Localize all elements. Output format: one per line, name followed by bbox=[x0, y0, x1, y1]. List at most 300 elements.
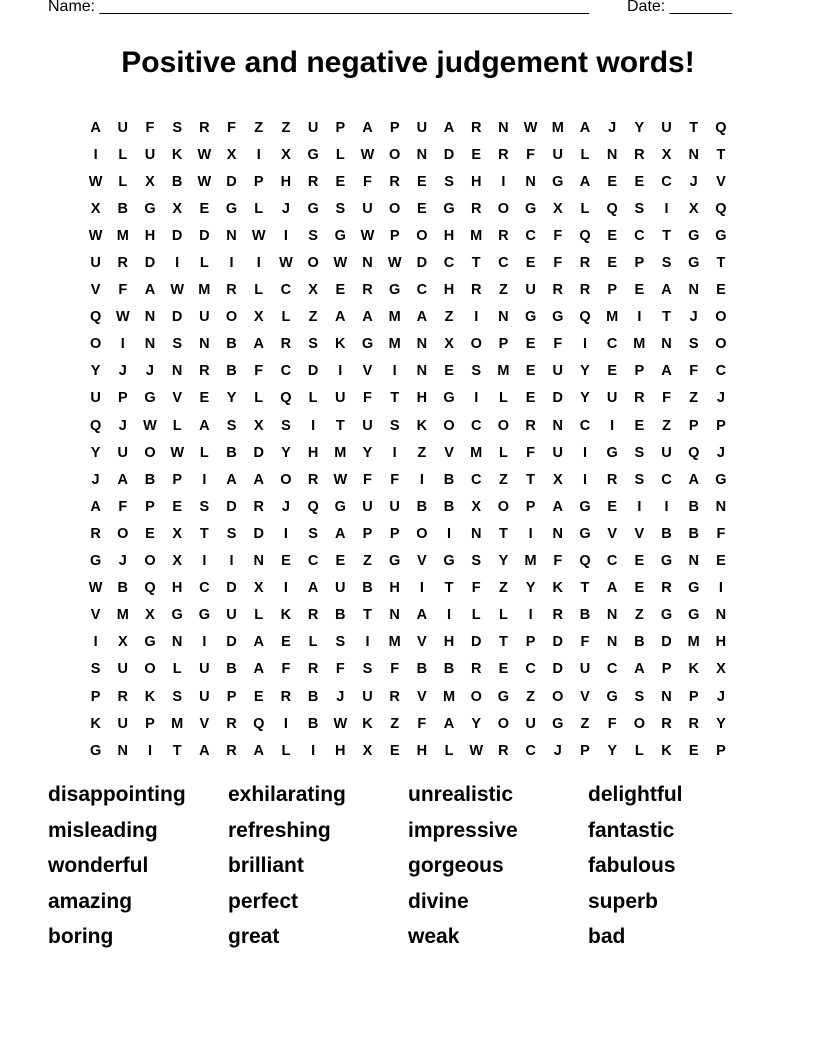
grid-letter: G bbox=[89, 742, 102, 759]
grid-letter: X bbox=[145, 173, 155, 190]
grid-letter: W bbox=[387, 255, 402, 272]
grid-letter: A bbox=[634, 661, 645, 678]
grid-letter: A bbox=[117, 471, 129, 488]
grid-letter: I bbox=[664, 200, 669, 217]
grid-letter: P bbox=[607, 282, 617, 299]
grid-letter: S bbox=[308, 525, 318, 542]
grid-letter: T bbox=[471, 255, 481, 272]
grid-letter: R bbox=[280, 336, 292, 353]
word-list bbox=[48, 780, 768, 958]
grid-letter: X bbox=[716, 661, 726, 678]
grid-letter: N bbox=[117, 742, 129, 759]
grid-letter: A bbox=[416, 607, 428, 624]
grid-letter: Z bbox=[444, 309, 454, 326]
grid-letter: W bbox=[360, 227, 375, 244]
grid-letter: G bbox=[606, 444, 618, 461]
grid-letter: Q bbox=[280, 390, 292, 407]
grid-letter: N bbox=[715, 498, 727, 515]
grid-letter: J bbox=[118, 417, 127, 434]
grid-letter: P bbox=[389, 525, 400, 542]
grid-letter: E bbox=[417, 200, 427, 217]
grid-letter: C bbox=[470, 417, 482, 434]
grid-row bbox=[82, 575, 738, 602]
grid-letter: F bbox=[145, 119, 155, 136]
grid-letter: I bbox=[419, 580, 424, 597]
grid-letter: Y bbox=[362, 444, 373, 461]
grid-letter: B bbox=[335, 607, 346, 624]
grid-letter: T bbox=[363, 607, 372, 624]
word-list-item: great bbox=[228, 925, 280, 948]
grid-letter: A bbox=[199, 742, 210, 759]
grid-letter: R bbox=[470, 119, 482, 136]
grid-letter: U bbox=[362, 498, 373, 515]
grid-letter: V bbox=[444, 444, 454, 461]
grid-letter: G bbox=[307, 146, 319, 163]
grid-letter: D bbox=[226, 498, 237, 515]
grid-letter: R bbox=[634, 146, 645, 163]
word-list-item: boring bbox=[48, 925, 114, 948]
grid-letter: S bbox=[661, 255, 672, 272]
grid-letter: G bbox=[307, 200, 319, 217]
grid-letter: C bbox=[525, 661, 536, 678]
grid-letter: X bbox=[444, 336, 454, 353]
grid-row bbox=[82, 466, 738, 493]
grid-letter: X bbox=[172, 525, 182, 542]
grid-letter: P bbox=[253, 173, 264, 190]
grid-letter: U bbox=[579, 661, 591, 678]
grid-letter: S bbox=[172, 119, 182, 136]
grid-letter: W bbox=[251, 227, 266, 244]
grid-letter: A bbox=[226, 471, 237, 488]
grid-letter: Q bbox=[579, 227, 591, 244]
grid-letter: U bbox=[226, 607, 237, 624]
grid-letter: W bbox=[279, 255, 293, 272]
grid-letter: P bbox=[389, 119, 400, 136]
grid-letter: B bbox=[226, 336, 237, 353]
grid-letter: B bbox=[226, 444, 237, 461]
grid-letter: N bbox=[606, 634, 618, 651]
grid-letter: M bbox=[116, 227, 129, 244]
grid-letter: A bbox=[443, 119, 455, 136]
grid-letter: N bbox=[226, 227, 237, 244]
grid-letter: M bbox=[606, 309, 619, 326]
grid-letter: G bbox=[443, 200, 455, 217]
grid-letter: P bbox=[661, 661, 672, 678]
grid-letter: E bbox=[688, 742, 699, 759]
grid-letter: I bbox=[419, 471, 424, 488]
grid-letter: A bbox=[416, 309, 428, 326]
grid-letter: N bbox=[552, 525, 564, 542]
grid-letter: N bbox=[498, 119, 509, 136]
grid-letter: A bbox=[443, 715, 455, 732]
grid-letter: U bbox=[335, 390, 346, 407]
grid-letter: E bbox=[525, 390, 536, 407]
grid-letter: R bbox=[199, 119, 210, 136]
grid-letter: W bbox=[115, 309, 130, 326]
grid-letter: Y bbox=[580, 363, 590, 380]
grid-letter: D bbox=[552, 634, 564, 651]
grid-letter: Y bbox=[607, 742, 617, 759]
grid-letter: I bbox=[664, 498, 669, 515]
grid-letter: M bbox=[551, 119, 564, 136]
grid-letter: V bbox=[90, 282, 101, 299]
grid-row bbox=[82, 737, 738, 764]
grid-letter: R bbox=[117, 688, 129, 705]
grid-letter: O bbox=[117, 525, 129, 542]
grid-letter: N bbox=[171, 363, 183, 380]
grid-letter: U bbox=[661, 444, 672, 461]
grid-letter: I bbox=[229, 255, 234, 272]
grid-letter: W bbox=[88, 580, 103, 597]
grid-letter: S bbox=[308, 227, 318, 244]
grid-letter: N bbox=[416, 146, 428, 163]
grid-letter: X bbox=[308, 282, 318, 299]
page-title: Positive and negative judgement words! bbox=[121, 46, 695, 79]
grid-letter: S bbox=[389, 417, 400, 434]
grid-letter: T bbox=[390, 390, 400, 407]
grid-letter: P bbox=[172, 471, 182, 488]
grid-letter: I bbox=[718, 580, 723, 597]
grid-letter: S bbox=[335, 634, 346, 651]
grid-letter: G bbox=[443, 553, 455, 570]
grid-letter: H bbox=[144, 227, 156, 244]
word-list-item: gorgeous bbox=[408, 854, 504, 877]
grid-letter: H bbox=[280, 173, 292, 190]
grid-letter: C bbox=[199, 580, 210, 597]
grid-letter: G bbox=[144, 634, 156, 651]
grid-letter: E bbox=[634, 173, 645, 190]
grid-letter: J bbox=[145, 363, 154, 380]
grid-letter: N bbox=[389, 607, 400, 624]
grid-letter: Y bbox=[226, 390, 237, 407]
grid-letter: A bbox=[253, 471, 264, 488]
grid-letter: G bbox=[89, 553, 102, 570]
grid-letter: A bbox=[661, 282, 672, 299]
grid-letter: F bbox=[227, 119, 236, 136]
grid-letter: F bbox=[335, 661, 345, 678]
grid-letter: T bbox=[662, 309, 671, 326]
grid-letter: G bbox=[497, 688, 510, 705]
grid-letter: L bbox=[634, 742, 644, 759]
grid-letter: I bbox=[528, 525, 533, 542]
grid-letter: L bbox=[254, 282, 264, 299]
grid-letter: B bbox=[443, 661, 455, 678]
grid-letter: C bbox=[579, 417, 591, 434]
grid-letter: E bbox=[525, 255, 536, 272]
grid-letter: I bbox=[283, 227, 288, 244]
grid-letter: I bbox=[392, 444, 397, 461]
grid-letter: F bbox=[553, 553, 563, 570]
word-list-item: exhilarating bbox=[228, 783, 346, 806]
grid-letter: C bbox=[606, 553, 618, 570]
grid-letter: H bbox=[443, 282, 455, 299]
grid-letter: I bbox=[501, 173, 506, 190]
grid-letter: I bbox=[120, 336, 125, 353]
grid-letter: E bbox=[281, 553, 291, 570]
grid-row bbox=[82, 548, 738, 575]
grid-letter: P bbox=[389, 227, 400, 244]
grid-letter: E bbox=[389, 742, 400, 759]
grid-letter: D bbox=[470, 634, 482, 651]
grid-letter: J bbox=[608, 119, 617, 136]
letter-grid bbox=[82, 114, 738, 764]
grid-letter: R bbox=[498, 742, 509, 759]
grid-letter: R bbox=[362, 282, 373, 299]
grid-row bbox=[82, 493, 738, 520]
grid-letter: S bbox=[634, 471, 645, 488]
grid-letter: F bbox=[471, 580, 481, 597]
grid-letter: R bbox=[90, 525, 101, 542]
grid-letter: N bbox=[199, 336, 210, 353]
grid-letter: A bbox=[199, 417, 210, 434]
grid-row bbox=[82, 331, 738, 358]
grid-letter: S bbox=[688, 336, 699, 353]
grid-letter: P bbox=[90, 688, 101, 705]
grid-letter: N bbox=[498, 309, 509, 326]
grid-letter: G bbox=[334, 227, 346, 244]
grid-letter: G bbox=[144, 390, 156, 407]
grid-letter: I bbox=[338, 363, 343, 380]
grid-letter: R bbox=[498, 146, 509, 163]
grid-letter: J bbox=[336, 688, 345, 705]
grid-letter: A bbox=[253, 336, 264, 353]
grid-letter: R bbox=[688, 715, 699, 732]
grid-letter: P bbox=[525, 498, 536, 515]
grid-letter: H bbox=[389, 580, 400, 597]
grid-letter: N bbox=[144, 336, 156, 353]
grid-letter: B bbox=[688, 498, 699, 515]
grid-letter: P bbox=[226, 688, 237, 705]
grid-letter: O bbox=[552, 688, 564, 705]
grid-letter: B bbox=[661, 525, 672, 542]
grid-letter: D bbox=[253, 444, 264, 461]
grid-letter: P bbox=[716, 417, 726, 434]
grid-letter: U bbox=[362, 688, 373, 705]
grid-letter: L bbox=[199, 255, 209, 272]
grid-letter: A bbox=[253, 634, 264, 651]
grid-letter: O bbox=[389, 146, 401, 163]
grid-letter: A bbox=[144, 282, 156, 299]
grid-letter: H bbox=[443, 634, 455, 651]
grid-letter: O bbox=[144, 444, 156, 461]
grid-letter: G bbox=[225, 200, 238, 217]
grid-letter: E bbox=[471, 146, 482, 163]
grid-letter: H bbox=[307, 444, 319, 461]
grid-letter: T bbox=[716, 255, 726, 272]
grid-letter: L bbox=[118, 173, 128, 190]
grid-letter: K bbox=[171, 146, 183, 163]
grid-letter: U bbox=[199, 309, 210, 326]
grid-letter: A bbox=[335, 309, 346, 326]
grid-letter: F bbox=[662, 390, 671, 407]
grid-letter: X bbox=[362, 742, 373, 759]
grid-row bbox=[82, 195, 738, 222]
grid-letter: V bbox=[607, 525, 617, 542]
grid-letter: A bbox=[362, 309, 373, 326]
grid-letter: O bbox=[497, 715, 510, 732]
grid-letter: O bbox=[144, 553, 156, 570]
grid-letter: Z bbox=[634, 607, 644, 624]
grid-letter: Y bbox=[90, 363, 101, 380]
grid-letter: L bbox=[498, 444, 508, 461]
grid-letter: L bbox=[335, 146, 345, 163]
grid-letter: O bbox=[470, 336, 482, 353]
grid-letter: J bbox=[716, 444, 725, 461]
grid-letter: J bbox=[689, 309, 698, 326]
grid-letter: V bbox=[716, 173, 726, 190]
grid-letter: Z bbox=[363, 553, 372, 570]
grid-letter: R bbox=[389, 173, 400, 190]
grid-letter: G bbox=[443, 390, 455, 407]
grid-letter: V bbox=[580, 688, 590, 705]
grid-letter: Y bbox=[634, 119, 645, 136]
grid-letter: C bbox=[606, 661, 618, 678]
grid-letter: X bbox=[552, 471, 563, 488]
grid-letter: L bbox=[281, 309, 291, 326]
grid-letter: E bbox=[172, 498, 182, 515]
grid-letter: Z bbox=[662, 417, 671, 434]
grid-letter: K bbox=[144, 688, 156, 705]
grid-letter: I bbox=[256, 146, 261, 163]
grid-letter: U bbox=[117, 715, 129, 732]
grid-letter: Z bbox=[689, 390, 699, 407]
grid-letter: G bbox=[715, 471, 727, 488]
grid-letter: V bbox=[417, 688, 427, 705]
grid-letter: E bbox=[199, 390, 210, 407]
grid-letter: A bbox=[253, 661, 264, 678]
grid-row bbox=[82, 304, 738, 331]
grid-letter: L bbox=[254, 390, 264, 407]
grid-letter: F bbox=[689, 363, 699, 380]
grid-row bbox=[82, 114, 738, 141]
grid-letter: Q bbox=[715, 119, 727, 136]
grid-letter: L bbox=[254, 607, 264, 624]
grid-letter: Y bbox=[281, 444, 291, 461]
grid-letter: M bbox=[198, 282, 211, 299]
grid-row bbox=[82, 141, 738, 168]
grid-letter: R bbox=[579, 282, 591, 299]
grid-letter: F bbox=[553, 227, 563, 244]
grid-letter: A bbox=[253, 742, 264, 759]
grid-letter: G bbox=[579, 498, 591, 515]
grid-row bbox=[82, 710, 738, 737]
grid-letter: Z bbox=[498, 580, 508, 597]
grid-letter: F bbox=[526, 146, 536, 163]
grid-letter: Q bbox=[606, 200, 618, 217]
word-list-item: refreshing bbox=[228, 818, 331, 842]
grid-letter: E bbox=[498, 661, 509, 678]
grid-letter: G bbox=[171, 607, 183, 624]
grid-letter: W bbox=[197, 173, 212, 190]
grid-letter: K bbox=[90, 715, 101, 732]
grid-letter: U bbox=[199, 688, 210, 705]
grid-letter: A bbox=[552, 498, 564, 515]
grid-letter: G bbox=[552, 715, 564, 732]
grid-letter: R bbox=[226, 742, 237, 759]
grid-letter: I bbox=[93, 634, 98, 651]
grid-letter: C bbox=[634, 227, 645, 244]
grid-letter: M bbox=[633, 336, 646, 353]
grid-letter: I bbox=[528, 607, 533, 624]
grid-letter: D bbox=[199, 227, 210, 244]
grid-letter: Z bbox=[390, 715, 400, 732]
grid-letter: T bbox=[444, 580, 454, 597]
grid-letter: D bbox=[171, 227, 183, 244]
grid-letter: R bbox=[199, 363, 210, 380]
grid-letter: Q bbox=[253, 715, 265, 732]
grid-letter: E bbox=[199, 200, 210, 217]
grid-letter: L bbox=[281, 742, 291, 759]
grid-letter: U bbox=[307, 119, 319, 136]
grid-letter: R bbox=[552, 282, 564, 299]
grid-letter: N bbox=[416, 363, 428, 380]
grid-letter: E bbox=[335, 282, 346, 299]
grid-letter: W bbox=[170, 444, 184, 461]
grid-letter: Z bbox=[254, 119, 264, 136]
grid-letter: Q bbox=[715, 200, 727, 217]
grid-letter: D bbox=[171, 309, 183, 326]
grid-letter: N bbox=[688, 282, 699, 299]
grid-letter: W bbox=[469, 742, 484, 759]
grid-letter: P bbox=[335, 119, 346, 136]
grid-letter: I bbox=[93, 146, 98, 163]
grid-letter: D bbox=[226, 580, 237, 597]
grid-letter: I bbox=[147, 742, 152, 759]
grid-letter: S bbox=[335, 200, 346, 217]
grid-row bbox=[82, 277, 738, 304]
grid-letter: H bbox=[335, 742, 346, 759]
word-list-item: impressive bbox=[408, 818, 518, 842]
grid-letter: G bbox=[524, 200, 537, 217]
grid-letter: E bbox=[634, 417, 645, 434]
grid-letter: W bbox=[333, 255, 348, 272]
grid-letter: F bbox=[390, 661, 400, 678]
grid-letter: O bbox=[416, 227, 428, 244]
grid-letter: X bbox=[253, 580, 264, 597]
grid-letter: S bbox=[226, 525, 237, 542]
grid-letter: K bbox=[688, 661, 699, 678]
grid-letter: O bbox=[389, 200, 401, 217]
grid-letter: F bbox=[716, 525, 726, 542]
grid-letter: E bbox=[634, 282, 645, 299]
grid-letter: R bbox=[470, 282, 482, 299]
grid-letter: R bbox=[661, 715, 672, 732]
grid-letter: W bbox=[88, 227, 103, 244]
grid-letter: X bbox=[172, 200, 182, 217]
grid-row bbox=[82, 439, 738, 466]
grid-letter: V bbox=[199, 715, 210, 732]
grid-letter: S bbox=[172, 336, 182, 353]
grid-letter: S bbox=[90, 661, 101, 678]
word-list-item: perfect bbox=[228, 889, 299, 913]
grid-letter: N bbox=[525, 173, 536, 190]
grid-letter: C bbox=[307, 553, 319, 570]
grid-letter: M bbox=[442, 688, 456, 705]
grid-letter: Q bbox=[89, 309, 102, 326]
grid-letter: O bbox=[225, 309, 238, 326]
grid-letter: L bbox=[118, 146, 128, 163]
grid-letter: W bbox=[333, 471, 348, 488]
grid-letter: V bbox=[172, 390, 182, 407]
grid-letter: X bbox=[145, 607, 155, 624]
grid-letter: J bbox=[118, 553, 127, 570]
grid-letter: R bbox=[661, 580, 672, 597]
grid-row bbox=[82, 602, 738, 629]
grid-letter: E bbox=[607, 227, 617, 244]
grid-letter: G bbox=[688, 227, 700, 244]
grid-letter: G bbox=[389, 553, 401, 570]
grid-letter: B bbox=[443, 498, 455, 515]
